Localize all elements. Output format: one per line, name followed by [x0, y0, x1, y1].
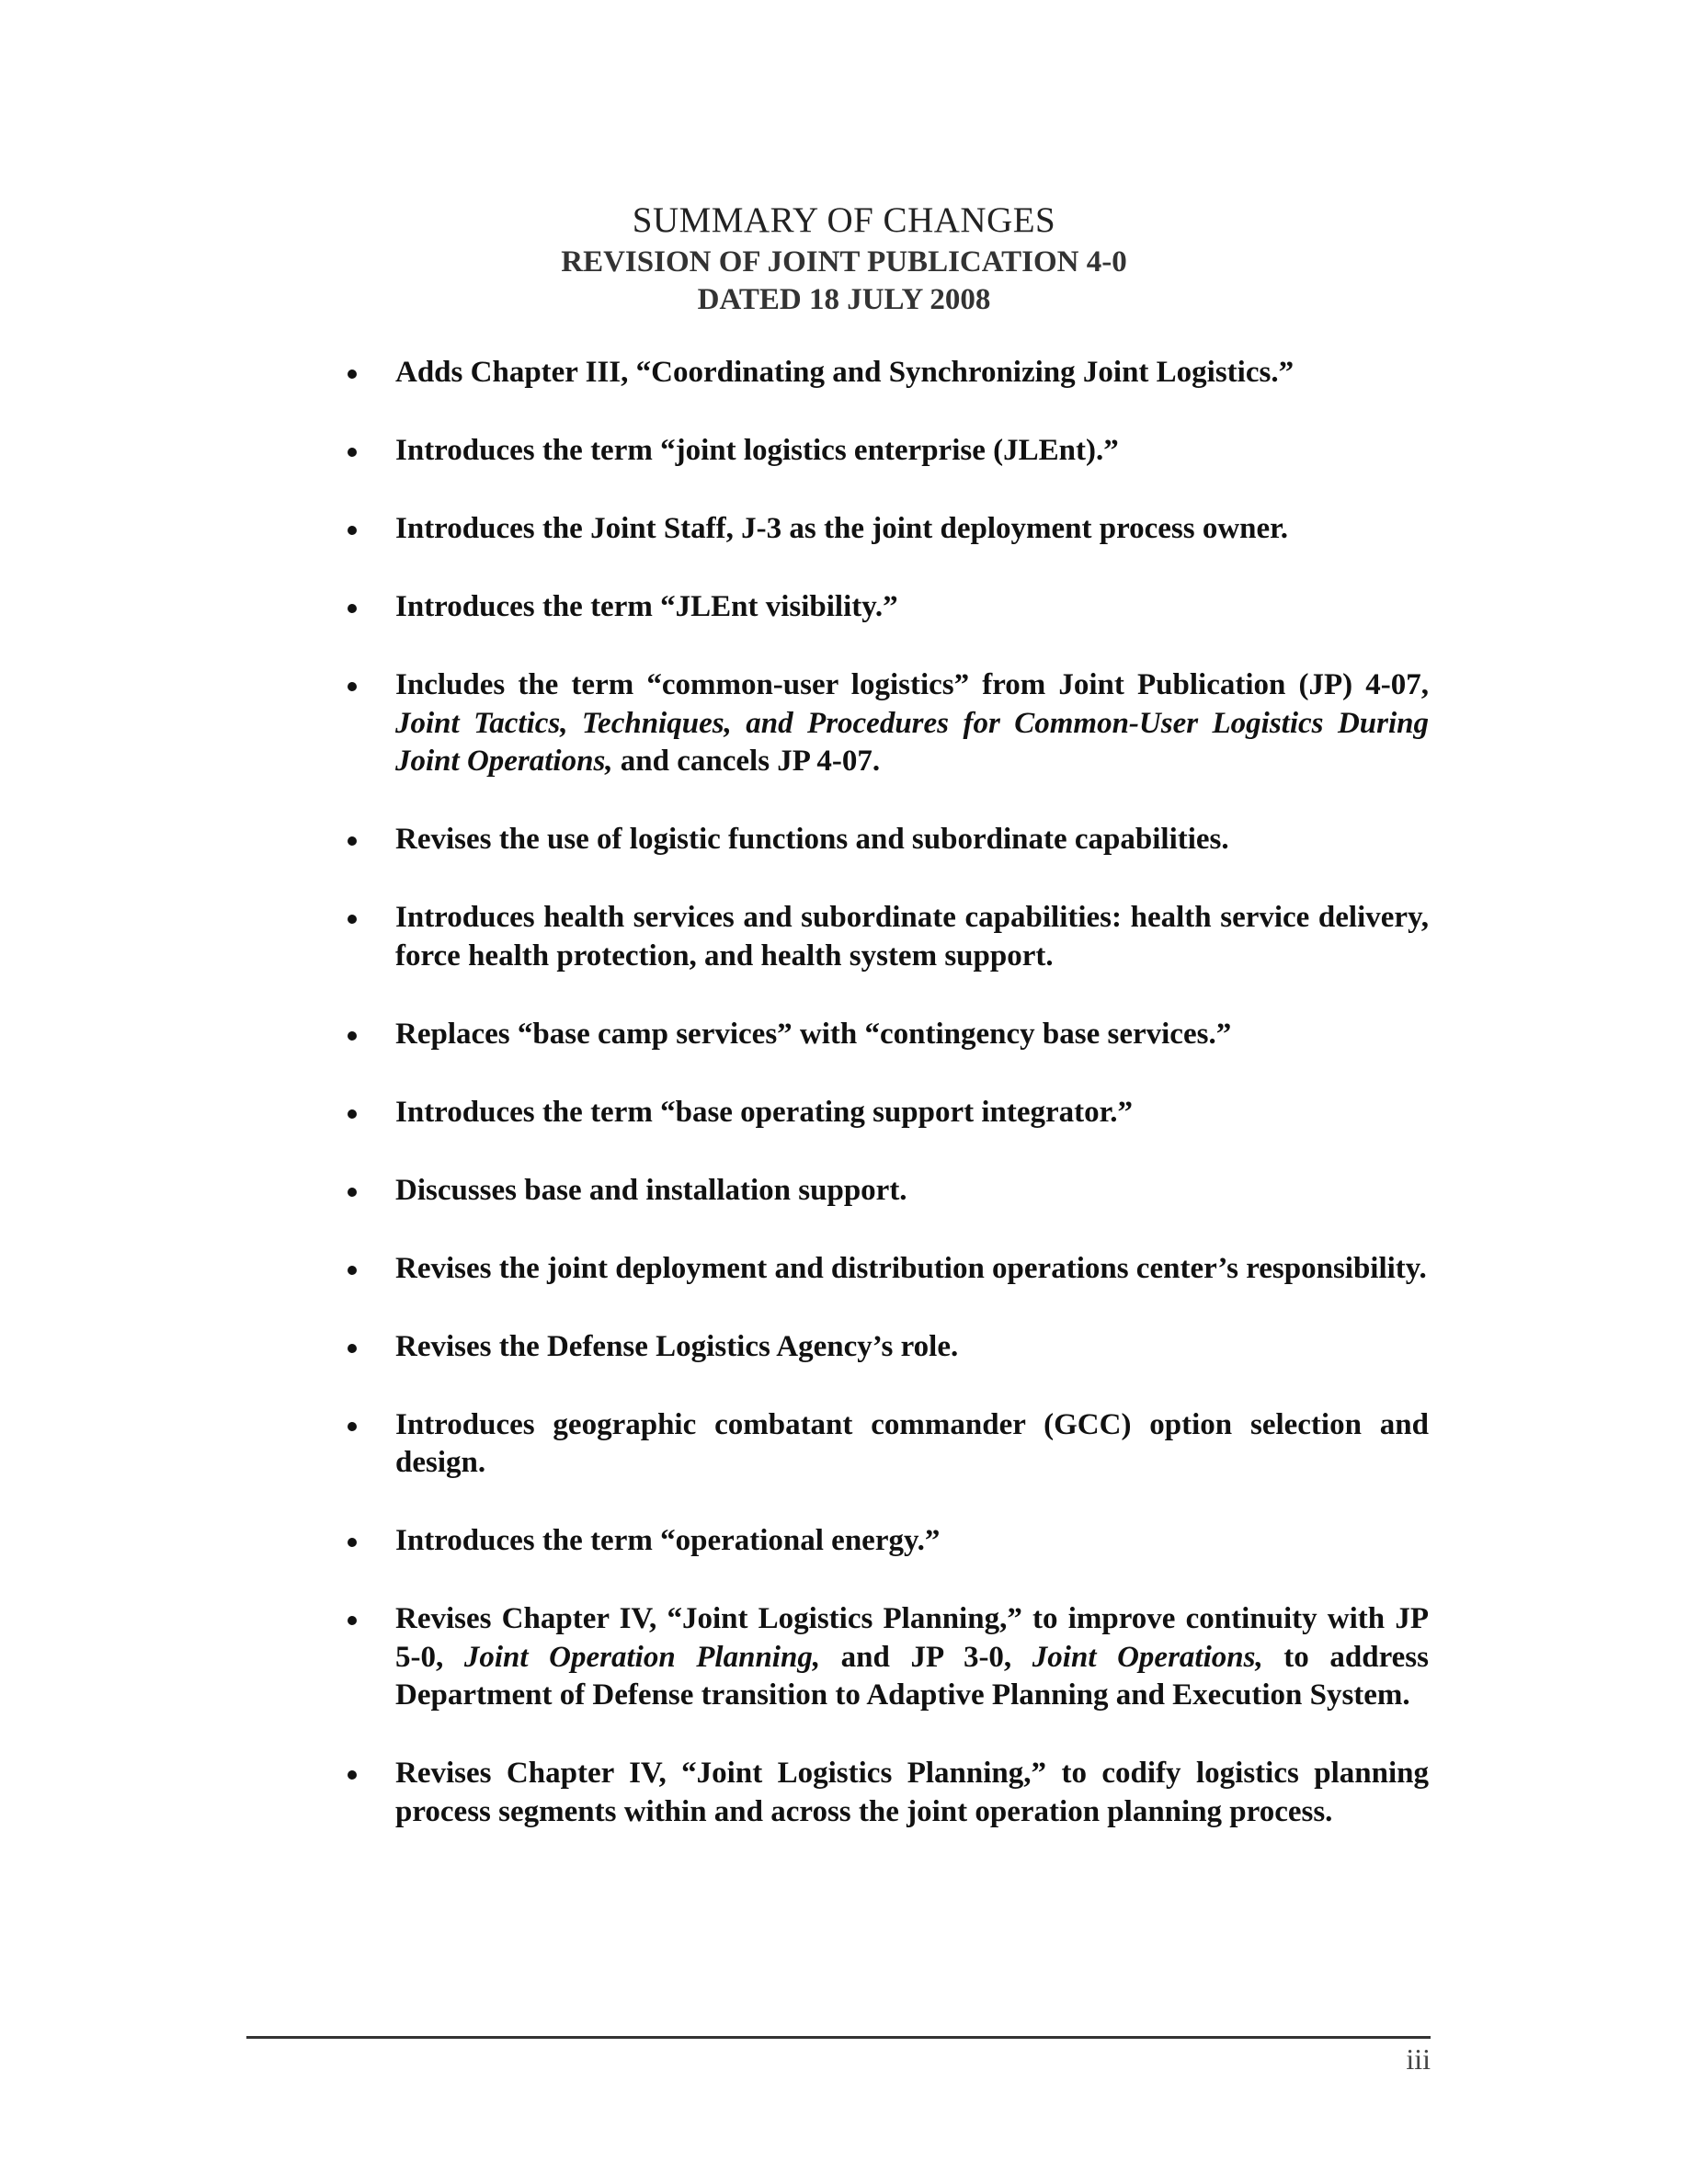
list-item-text: Revises Chapter IV, “Joint Logistics Planning,” to improve continuity with JP 5-0, [395, 1602, 1429, 1674]
bullet-icon [348, 1344, 357, 1353]
bullet-icon [348, 1188, 357, 1197]
bullet-icon [348, 1770, 357, 1780]
bullet-icon [348, 1616, 357, 1625]
list-item-text: Introduces the Joint Staff, J-3 as the joint deployment process owner. [395, 512, 1289, 545]
bullet-icon [348, 682, 357, 691]
list-item-text: and JP 3-0, [820, 1640, 1032, 1674]
bullet-icon [348, 1538, 357, 1547]
list-item [395, 510, 1429, 549]
bullet-icon [348, 370, 357, 379]
list-item [395, 1522, 1429, 1561]
page-number: iii [1406, 2042, 1431, 2076]
list-item-text: Introduces geographic combatant commander (GCC) option selection and design. [395, 1407, 1429, 1479]
list-item-text: Introduces the term “base operating support integrator.” [395, 1095, 1134, 1129]
list-item [395, 1172, 1429, 1211]
revision-line: REVISION OF JOINT PUBLICATION 4-0 [561, 245, 1127, 279]
publication-title: Joint Operation Planning, [463, 1640, 821, 1674]
page-title: SUMMARY OF CHANGES [632, 200, 1056, 240]
list-item [395, 588, 1429, 627]
bullet-icon [348, 604, 357, 613]
changes-list [395, 354, 1429, 1871]
bullet-icon [348, 448, 357, 457]
list-item-text: and cancels JP 4-07. [612, 745, 881, 778]
bullet-icon [348, 836, 357, 846]
footer-divider [246, 2036, 1431, 2039]
list-item [395, 1600, 1429, 1715]
list-item [395, 821, 1429, 859]
list-item-text: Revises Chapter IV, “Joint Logistics Planning,” to codify logistics planning process segments within and across the joint operation planning process. [395, 1757, 1429, 1828]
bullet-icon [348, 915, 357, 924]
bullet-icon [348, 1422, 357, 1431]
list-item-text: Introduces the term “operational energy.” [395, 1524, 941, 1557]
list-item-text: Revises the use of logistic functions and subordinate capabilities. [395, 823, 1229, 856]
publication-title: Joint Tactics, Techniques, and Procedures for Common-User Logistics During Joint Operations, [395, 706, 1429, 778]
list-item-text: Discusses base and installation support. [395, 1173, 907, 1207]
list-item-text: Revises the Defense Logistics Agency’s role. [395, 1329, 959, 1363]
list-item-text: Introduces the term “JLEnt visibility.” [395, 590, 898, 623]
list-item-text: Adds Chapter III, “Coordinating and Synchronizing Joint Logistics.” [395, 356, 1295, 389]
date-line: DATED 18 JULY 2008 [697, 283, 991, 316]
list-item [395, 1406, 1429, 1483]
publication-title: Joint Operations, [1032, 1640, 1263, 1674]
list-item [395, 1094, 1429, 1132]
list-item-text: to address Department of Defense transition to Adaptive Planning and Execution System. [395, 1640, 1429, 1712]
bullet-icon [348, 526, 357, 535]
document-header [0, 198, 1688, 319]
list-item-text: Includes the term “common-user logistics” from Joint Publication (JP) 4-07, [395, 668, 1429, 701]
list-item [395, 1016, 1429, 1054]
bullet-icon [348, 1266, 357, 1275]
list-item [395, 354, 1429, 392]
list-item-text: Introduces the term “joint logistics enterprise (JLEnt).” [395, 434, 1119, 467]
list-item-text: Introduces health services and subordinate capabilities: health service delivery, force health protection, and health system support. [395, 901, 1429, 973]
bullet-icon [348, 1031, 357, 1041]
list-item [395, 666, 1429, 781]
list-item [395, 1250, 1429, 1289]
list-item-text: Revises the joint deployment and distribution operations center’s responsibility. [395, 1251, 1427, 1285]
list-item [395, 432, 1429, 471]
list-item [395, 1755, 1429, 1831]
list-item [395, 899, 1429, 975]
list-item-text: Replaces “base camp services” with “contingency base services.” [395, 1017, 1232, 1051]
list-item [395, 1328, 1429, 1367]
bullet-icon [348, 1109, 357, 1119]
